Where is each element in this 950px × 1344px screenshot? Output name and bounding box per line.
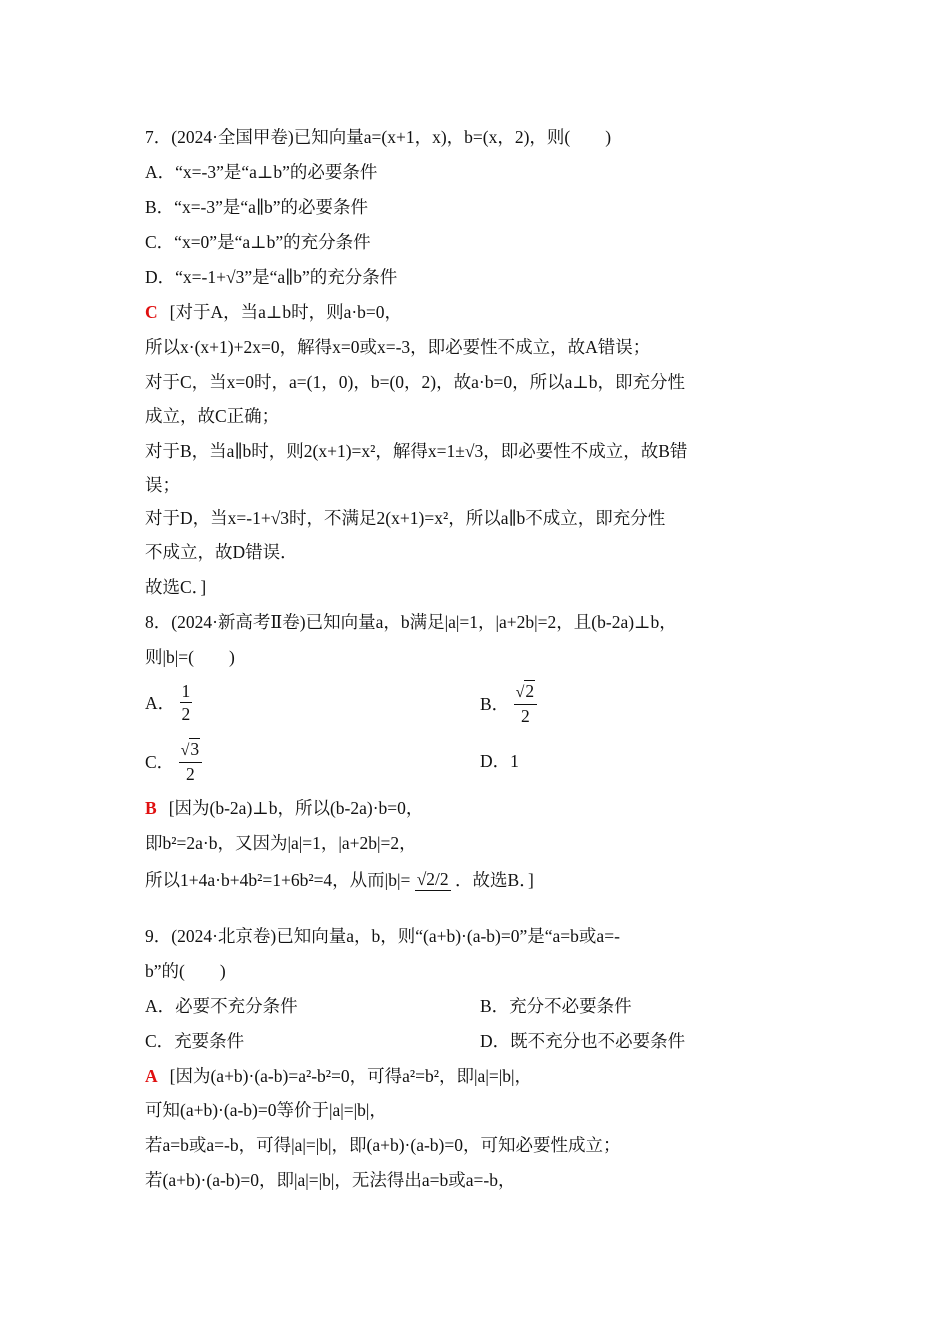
q8-option-a-fraction: $\frac{1}{2}$ (181, 681, 191, 724)
q8-option-d-label: D． (480, 751, 511, 771)
q8-solution-line-1 (145, 797, 423, 819)
q7-solution-text: [对于A，当a⊥b时，则a·b=0， (169, 302, 403, 322)
q8-solution-text-3: 所以1+4a·b+4b²=1+6b²=4，从而|b|= (145, 869, 411, 890)
q9-solution-line-1 (145, 1065, 532, 1087)
q7-option-a: A．“x=-3”是“a⊥b”的必要条件 (145, 162, 378, 182)
q7-solution-line-4: 成立，故C正确； (145, 406, 280, 426)
q8-solution-line-2: 即b²=2a·b，又因为|a|=1，|a+2b|=2， (145, 833, 417, 853)
q8-option-b (480, 680, 537, 727)
q7-solution-line-7: 对于D，当x=-1+√3时，不满足2(x+1)=x²，所以a∥b不成立，即充分性 (145, 508, 666, 528)
q9-solution-text: [因为(a+b)·(a-b)=a²-b²=0，可得a²=b²，即|a|=|b|， (169, 1066, 532, 1086)
q7-solution-line-1 (145, 301, 402, 323)
q9-solution-line-3: 若a=b或a=-b，可得|a|=|b|，即(a+b)·(a-b)=0，可知必要性成立； (145, 1135, 621, 1155)
q8-stem-line-1: 8．(2024·新高考Ⅱ卷)已知向量a，b满足|a|=1，|a+2b|=2，且(b-2a)⊥b， (145, 612, 677, 632)
q9-answer: A (145, 1066, 158, 1086)
q8-option-b-fraction: $\frac{√2}{2}$ (514, 680, 538, 727)
q7-option-b: B．“x=-3”是“a∥b”的必要条件 (145, 197, 369, 217)
q7-option-d: D．“x=-1+√3”是“a∥b”的充分条件 (145, 267, 398, 287)
q8-stem-line-2: 则|b|=( ) (145, 647, 235, 667)
q8-option-c-fraction: $\frac{√3}{2}$ (179, 738, 203, 785)
q9-solution-line-2: 可知(a+b)·(a-b)=0等价于|a|=|b|， (145, 1100, 387, 1120)
q8-option-d (480, 750, 519, 772)
q8-option-c (145, 738, 202, 785)
q7-stem: 7．(2024·全国甲卷)已知向量a=(x+1，x)，b=(x，2)，则( ) (145, 127, 612, 147)
q8-solution-text: [因为(b-2a)⊥b，所以(b-2a)·b=0， (168, 798, 424, 818)
q7-solution-line-2: 所以x·(x+1)+2x=0，解得x=0或x=-3，即必要性不成立，故A错误； (145, 337, 651, 357)
q7-solution-line-9: 故选C．] (145, 577, 207, 597)
q7-solution-line-6: 误； (145, 475, 180, 495)
q9-option-d: D．既不充分也不必要条件 (480, 1031, 686, 1051)
q8-option-a-label: A． (145, 692, 176, 713)
q9-solution-line-4: 若(a+b)·(a-b)=0，即|a|=|b|，无法得出a=b或a=-b， (145, 1170, 516, 1190)
q8-option-a (145, 680, 192, 725)
q9-stem-line-1: 9．(2024·北京卷)已知向量a，b，则“(a+b)·(a-b)=0”是“a=b或a=- (145, 926, 620, 946)
q9-option-c: C．充要条件 (145, 1031, 245, 1051)
q8-solution-line-3 (145, 867, 534, 891)
q7-solution-line-3: 对于C，当x=0时，a=(1，0)，b=(0，2)，故a·b=0，所以a⊥b，即充分性 (145, 372, 686, 392)
q7-solution-line-8: 不成立，故D错误． (145, 542, 298, 562)
q9-stem-line-2: b”的( ) (145, 961, 226, 981)
q8-solution-tail: ．故选B．] (455, 869, 534, 890)
q7-solution-line-5: 对于B，当a∥b时，则2(x+1)=x²，解得x=1±√3，即必要性不成立，故B错 (145, 441, 688, 461)
q8-option-b-label: B． (480, 693, 510, 714)
q8-answer: B (145, 798, 157, 818)
q8-option-c-label: C． (145, 751, 175, 772)
q8-option-d-value: 1 (510, 751, 519, 771)
q9-option-a: A．必要不充分条件 (145, 996, 298, 1016)
q8-solution-fraction: √2/2 (416, 869, 449, 890)
q9-option-b: B．充分不必要条件 (480, 996, 632, 1016)
q7-answer: C (145, 302, 158, 322)
q7-option-c: C．“x=0”是“a⊥b”的充分条件 (145, 232, 371, 252)
